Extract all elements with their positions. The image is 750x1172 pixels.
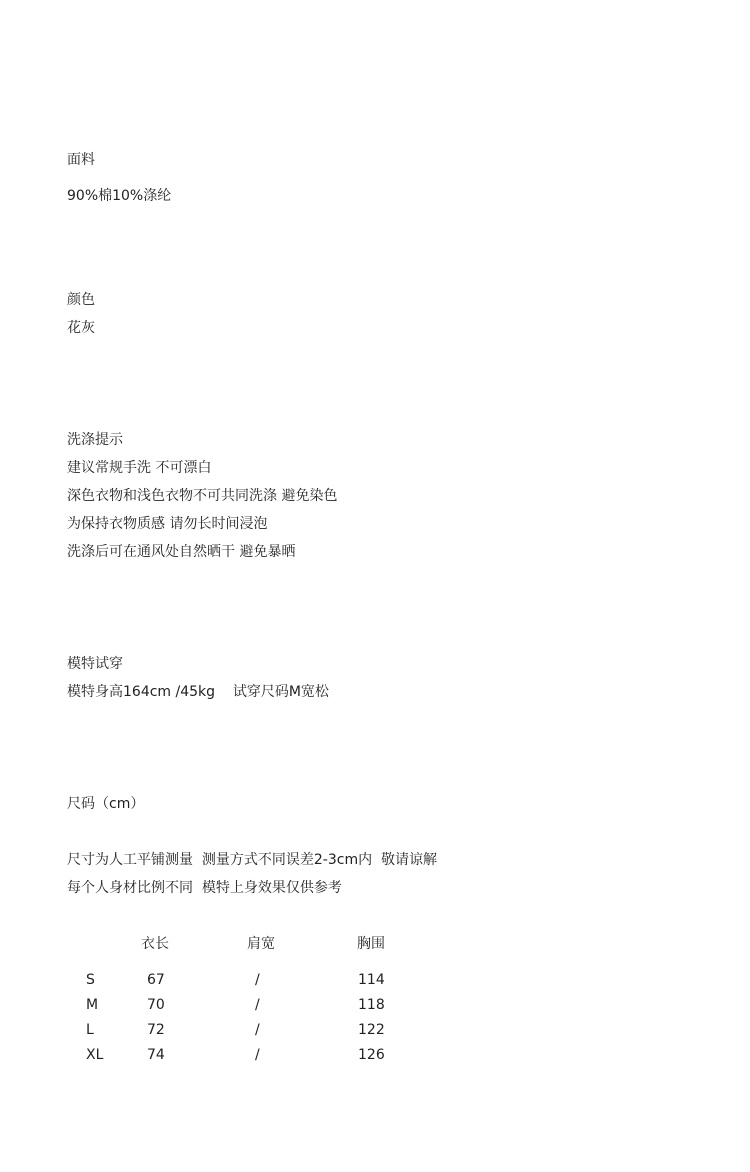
size-heading: 尺码（cm）	[67, 796, 145, 812]
care-line: 洗涤后可在通风处自然晒干 避免暴晒	[67, 544, 296, 560]
table-header-shoulder: 肩宽	[247, 936, 275, 952]
row-length: 72	[147, 1022, 165, 1038]
model-heading: 模特试穿	[67, 656, 123, 672]
care-line: 深色衣物和浅色衣物不可共同洗涤 避免染色	[67, 488, 338, 504]
row-size: L	[86, 1022, 94, 1038]
row-chest: 118	[358, 997, 385, 1013]
size-note: 每个人身材比例不同 模特上身效果仅供参考	[67, 880, 342, 896]
row-chest: 126	[358, 1047, 385, 1063]
row-shoulder: /	[255, 972, 260, 988]
row-size: S	[86, 972, 95, 988]
row-shoulder: /	[255, 997, 260, 1013]
model-value: 模特身高164cm /45kg 试穿尺码M宽松	[67, 684, 329, 700]
row-shoulder: /	[255, 1047, 260, 1063]
row-length: 74	[147, 1047, 165, 1063]
row-size: M	[86, 997, 99, 1013]
color-value: 花灰	[67, 320, 95, 336]
color-heading: 颜色	[67, 292, 95, 308]
row-chest: 114	[358, 972, 385, 988]
care-line: 建议常规手洗 不可漂白	[67, 460, 212, 476]
row-shoulder: /	[255, 1022, 260, 1038]
fabric-value: 90%棉10%涤纶	[67, 188, 172, 204]
row-length: 67	[147, 972, 165, 988]
care-line: 为保持衣物质感 请勿长时间浸泡	[67, 516, 268, 532]
fabric-heading: 面料	[67, 152, 95, 168]
row-size: XL	[86, 1047, 104, 1063]
row-length: 70	[147, 997, 165, 1013]
table-header-length: 衣长	[141, 936, 169, 952]
size-note: 尺寸为人工平铺测量 测量方式不同误差2-3cm内 敬请谅解	[67, 852, 438, 868]
care-heading: 洗涤提示	[67, 432, 123, 448]
row-chest: 122	[358, 1022, 385, 1038]
table-header-chest: 胸围	[357, 936, 385, 952]
